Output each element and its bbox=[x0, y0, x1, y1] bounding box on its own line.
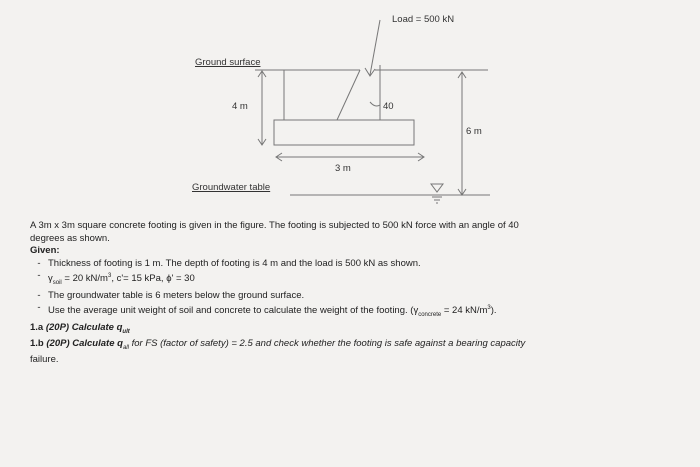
footing-figure bbox=[0, 0, 700, 210]
water-table-symbol bbox=[431, 184, 443, 192]
bullet-soil-properties: $\gamma_{soil} = 20$ $kN/m^3$, c'= 15 kPa, ϕ' = 30 bbox=[48, 273, 195, 287]
depth-label: 4 m bbox=[232, 101, 248, 112]
given-item: - Thickness of footing is 1 m. The depth of footing is 4 m and the load is 500 kN as shown. bbox=[37, 257, 421, 269]
load-arrow-line bbox=[370, 20, 380, 75]
given-item: - The groundwater table is 6 meters below the ground surface. bbox=[37, 289, 305, 301]
given-item: - Use the average unit weight of soil and concrete to calculate the weight of the footing. ($\gamma_{concrete} = 24$ $kN/m^3$). bbox=[30, 302, 650, 322]
intro-line-1: A 3m x 3m square concrete footing is given in the figure. The footing is subjected to 500 kN force with an angle of 40 bbox=[30, 220, 519, 231]
groundwater-table-label: Groundwater table bbox=[192, 182, 271, 193]
question-1b: 1.b (20P) Calculate $q_{all}$ for FS (factor of safety) = 2.5 and check whether the footing is safe against a bearing capacity bbox=[30, 337, 526, 351]
gwt-depth-label: 6 m bbox=[466, 126, 482, 137]
load-label: Load = 500 kN bbox=[392, 14, 455, 25]
width-label: 3 m bbox=[335, 163, 351, 174]
footing-slab bbox=[274, 120, 414, 145]
given-item: - $\gamma_{soil} = 20$ $kN/m^3$, c'= 15 kPa, ϕ' = 30 bbox=[30, 270, 650, 290]
footing-diagram bbox=[0, 0, 700, 210]
intro-line-2: degrees as shown. bbox=[30, 232, 110, 244]
angle-arc bbox=[370, 102, 380, 106]
bullet-thickness: Thickness of footing is 1 m. The depth of footing is 4 m and the load is 500 kN as shown. bbox=[48, 257, 421, 269]
bullet-unit-weight: Use the average unit weight of soil and concrete to calculate the weight of the footing. ($\gamma_{concrete} = 24$ $kN/m^3$). bbox=[48, 305, 497, 319]
ground-surface-label: Ground surface bbox=[195, 57, 261, 68]
question-1a: 1.a (20P) Calculate $q_{ult}$ bbox=[30, 321, 130, 335]
problem-text bbox=[30, 220, 650, 367]
bullet-groundwater: The groundwater table is 6 meters below the ground surface. bbox=[48, 289, 305, 301]
angle-label: 40 bbox=[383, 101, 394, 112]
pedestal-right-edge bbox=[337, 70, 360, 120]
question-1b-cont: failure. bbox=[30, 354, 59, 366]
given-heading: Given: bbox=[30, 245, 60, 256]
